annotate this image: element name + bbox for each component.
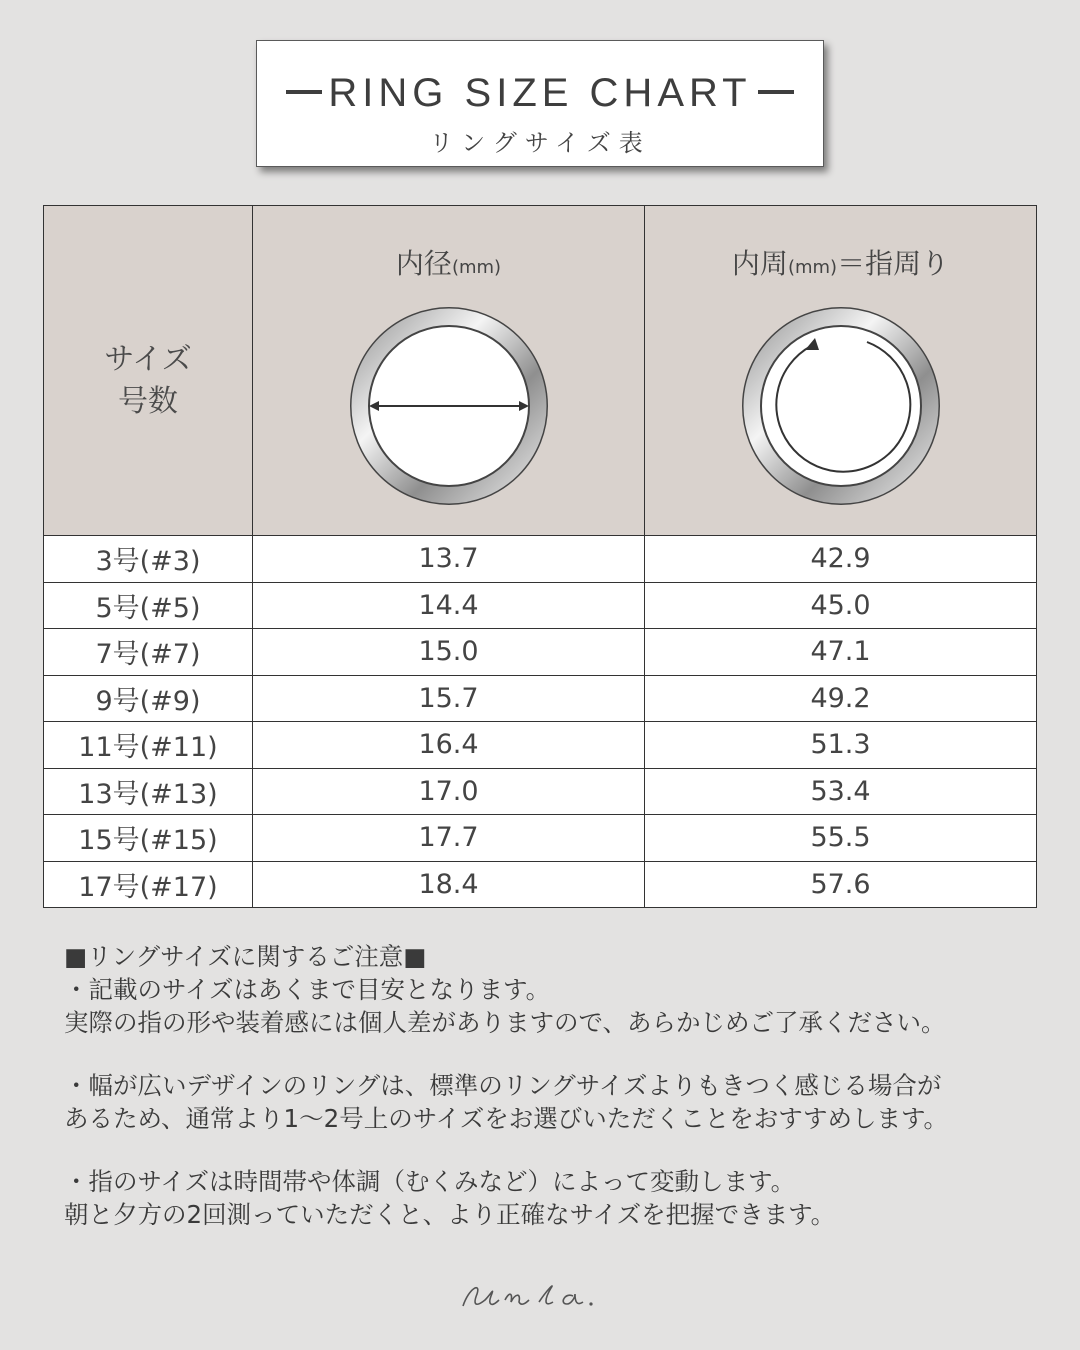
table-row (44, 675, 1037, 722)
diameter-cell: 13.7 (253, 536, 645, 583)
circumference-cell: 57.6 (645, 861, 1037, 908)
table-row (44, 722, 1037, 769)
brand-logo (455, 1278, 625, 1318)
circumference-header-label: 内周(mm)＝指周り (731, 247, 950, 280)
circumference-column-header (645, 206, 1037, 536)
size-cell: 13号(#13) (44, 768, 253, 815)
title-dash-left (286, 90, 322, 94)
ring-size-table (43, 205, 1037, 908)
diameter-cell: 17.0 (253, 768, 645, 815)
note-2-line-2: あるため、通常より1〜2号上のサイズをお選びいただくことをおすすめします。 (64, 1104, 949, 1133)
table-header-row (44, 206, 1037, 536)
note-2-line-1: ・幅が広いデザインのリングは、標準のリングサイズよりもきつく感じる場合が (64, 1071, 942, 1100)
size-header-line1: サイズ (104, 341, 192, 377)
table-row (44, 768, 1037, 815)
title-japanese: リングサイズ表 (429, 129, 651, 157)
table-row (44, 582, 1037, 629)
notes-section (64, 940, 1054, 1231)
circumference-cell: 55.5 (645, 815, 1037, 862)
circumference-cell: 49.2 (645, 675, 1037, 722)
circumference-cell: 42.9 (645, 536, 1037, 583)
table-row (44, 815, 1037, 862)
ring-circumference-icon (731, 298, 951, 518)
size-cell: 15号(#15) (44, 815, 253, 862)
diameter-cell: 17.7 (253, 815, 645, 862)
title-english (257, 71, 823, 116)
diameter-cell: 16.4 (253, 722, 645, 769)
table-row (44, 629, 1037, 676)
size-cell: 5号(#5) (44, 582, 253, 629)
size-column-header (44, 206, 253, 536)
size-cell: 17号(#17) (44, 861, 253, 908)
circumference-cell: 47.1 (645, 629, 1037, 676)
notes-spacer (64, 1039, 1054, 1069)
diameter-cell: 14.4 (253, 582, 645, 629)
title-dash-right (758, 90, 794, 94)
diameter-header-label: 内径(mm) (395, 247, 502, 280)
diameter-cell: 15.0 (253, 629, 645, 676)
size-cell: 7号(#7) (44, 629, 253, 676)
table-row (44, 861, 1037, 908)
note-1-line-2: 実際の指の形や装着感には個人差がありますので、あらかじめご了承ください。 (64, 1008, 946, 1037)
title-english-text: RING SIZE CHART (328, 71, 752, 115)
title-box (256, 40, 824, 167)
circumference-cell: 45.0 (645, 582, 1037, 629)
table-row (44, 536, 1037, 583)
circumference-cell: 51.3 (645, 722, 1037, 769)
notes-spacer (64, 1135, 1054, 1165)
diameter-cell: 15.7 (253, 675, 645, 722)
note-1-line-1: ・記載のサイズはあくまで目安となります。 (64, 975, 551, 1004)
diameter-cell: 18.4 (253, 861, 645, 908)
circumference-cell: 53.4 (645, 768, 1037, 815)
size-cell: 3号(#3) (44, 536, 253, 583)
diameter-column-header (253, 206, 645, 536)
size-cell: 9号(#9) (44, 675, 253, 722)
note-3-line-1: ・指のサイズは時間帯や体調（むくみなど）によって変動します。 (64, 1167, 796, 1196)
notes-heading: ■リングサイズに関するご注意■ (64, 942, 427, 971)
size-cell: 11号(#11) (44, 722, 253, 769)
ring-diameter-icon (339, 298, 559, 518)
size-header-line2: 号数 (118, 383, 178, 419)
note-3-line-2: 朝と夕方の2回測っていただくと、より正確なサイズを把握できます。 (64, 1200, 836, 1229)
